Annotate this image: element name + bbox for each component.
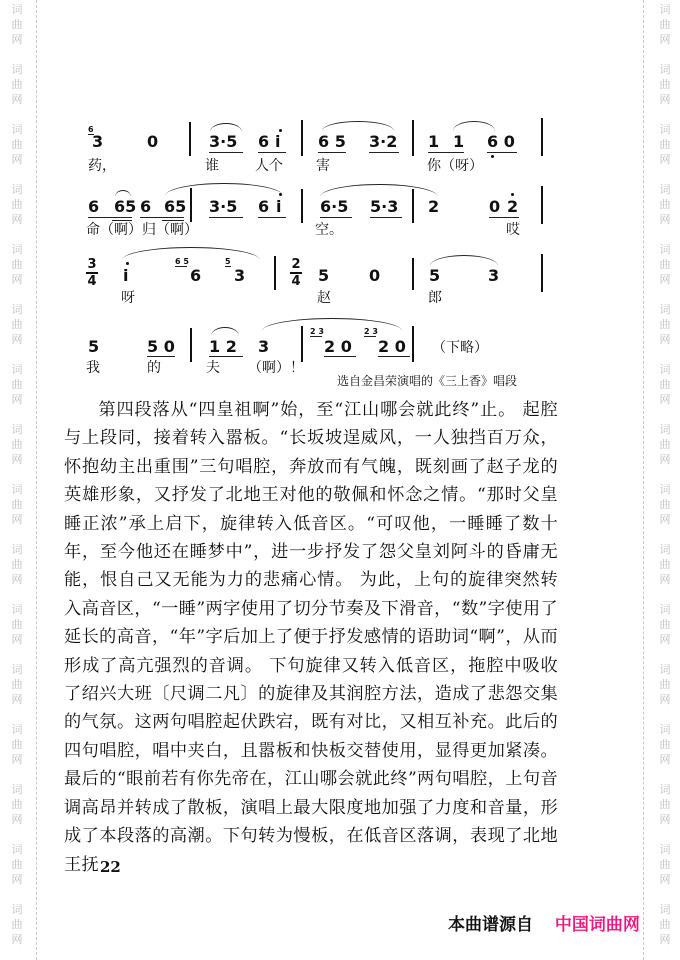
page-number: 22 [100, 858, 121, 876]
note: 2 [507, 197, 519, 216]
lyric: 害 [316, 158, 330, 174]
watermark-char: 曲 [659, 618, 671, 631]
note: 6 [140, 197, 152, 216]
high-octave-dot [279, 129, 282, 132]
watermark-char: 曲 [11, 138, 23, 151]
barline [301, 120, 303, 156]
watermark-char: 网 [11, 933, 23, 946]
time-signature [290, 258, 302, 288]
watermark-group [652, 542, 678, 587]
barline [274, 256, 276, 290]
watermark-char: 网 [11, 813, 23, 826]
lyric: 夫 [206, 360, 220, 376]
beam [320, 217, 352, 218]
watermark-char: 曲 [11, 198, 23, 211]
note: 6·5 [320, 197, 349, 216]
note: 2 0 [378, 337, 406, 356]
watermark-group [652, 662, 678, 707]
watermark-char: 词 [659, 783, 671, 796]
watermark-group [4, 662, 30, 707]
watermark-char: 词 [659, 423, 671, 436]
watermark-group [4, 602, 30, 647]
watermark-char: 网 [11, 573, 23, 586]
watermark-char: 词 [11, 3, 23, 16]
slur [453, 121, 495, 131]
beam [258, 152, 286, 153]
note: 5 0 [147, 337, 175, 356]
watermark-char: 网 [659, 513, 671, 526]
lyric: 你（呀） [427, 158, 483, 174]
watermark-group [652, 482, 678, 527]
note: 65 [164, 197, 187, 216]
watermark-char: 曲 [659, 378, 671, 391]
footer-credit [448, 910, 640, 935]
lyric: 空。 [315, 222, 343, 238]
watermark-char: 曲 [659, 858, 671, 871]
watermark-char: 曲 [11, 858, 23, 871]
watermark-char: 曲 [659, 498, 671, 511]
slur [115, 190, 131, 197]
beam [370, 217, 402, 218]
beam [112, 220, 132, 221]
barline [189, 122, 191, 156]
barline [412, 326, 414, 362]
watermark-char: 词 [11, 723, 23, 736]
watermark-char: 词 [11, 123, 23, 136]
note: 3·2 [369, 132, 398, 151]
watermark-char: 网 [659, 693, 671, 706]
watermark-char: 词 [11, 183, 23, 196]
low-octave-dot [491, 155, 494, 158]
watermark-char: 词 [11, 363, 23, 376]
beam [428, 152, 464, 153]
watermark-char: 网 [11, 273, 23, 286]
lyric: 呀 [121, 290, 135, 306]
watermark-char: 词 [659, 903, 671, 916]
watermark-char: 词 [659, 183, 671, 196]
note: 6 0 [487, 132, 515, 151]
beam [88, 217, 132, 218]
watermark-char: 词 [11, 483, 23, 496]
watermark-char: 词 [659, 363, 671, 376]
omitted-note: （下略） [432, 340, 488, 356]
note: 5 [88, 337, 100, 356]
note: 3 [488, 266, 500, 285]
ts-denominator: 4 [291, 273, 301, 289]
lyric: 哎 [506, 222, 520, 238]
lyric: 谁 [205, 158, 219, 174]
watermark-char: 曲 [11, 18, 23, 31]
watermark-char: 曲 [659, 798, 671, 811]
watermark-group [652, 602, 678, 647]
watermark-char: 词 [11, 423, 23, 436]
watermark-char: 网 [659, 453, 671, 466]
time-signature [86, 258, 98, 288]
beam [489, 217, 519, 218]
barline [301, 189, 303, 223]
watermark-group [652, 782, 678, 827]
watermark-char: 网 [11, 33, 23, 46]
note: 0 [369, 266, 381, 285]
barline [541, 186, 543, 224]
note: 3·5 [209, 132, 238, 151]
watermark-char: 曲 [659, 558, 671, 571]
grace-underline [310, 336, 322, 337]
watermark-char: 词 [11, 63, 23, 76]
note: 1 2 [209, 337, 237, 356]
source-caption: 选自金昌荣演唱的《三上香》唱段 [337, 374, 518, 388]
watermark-char: 网 [659, 633, 671, 646]
article-body [64, 396, 558, 879]
watermark-char: 词 [11, 663, 23, 676]
barline [412, 258, 414, 290]
watermark-char: 网 [11, 153, 23, 166]
grace-underline [364, 336, 376, 337]
barline [541, 254, 543, 292]
watermark-char: 曲 [11, 378, 23, 391]
barline [412, 189, 414, 223]
slur [322, 121, 394, 131]
watermark-char: 网 [659, 33, 671, 46]
watermark-char: 曲 [659, 18, 671, 31]
watermark-char: 网 [659, 333, 671, 346]
watermark-char: 曲 [659, 678, 671, 691]
barline [541, 118, 543, 156]
watermark-group [652, 422, 678, 467]
note: i [276, 197, 282, 216]
barline [301, 326, 303, 362]
high-octave-dot [511, 193, 514, 196]
grace-note: 5 [225, 257, 231, 266]
watermark-char: 网 [659, 933, 671, 946]
lyric: 命（啊）归（啊） [86, 222, 198, 238]
note: 2 [428, 197, 440, 216]
note: 65 [114, 197, 137, 216]
lyric: （啊）！ [248, 360, 304, 376]
note: 1 [428, 132, 440, 151]
watermark-char: 网 [659, 573, 671, 586]
watermark-char: 网 [11, 873, 23, 886]
watermark-char: 曲 [11, 738, 23, 751]
note: 3·5 [209, 197, 238, 216]
note: 5 [429, 266, 441, 285]
beam [162, 220, 184, 221]
watermark-char: 曲 [11, 558, 23, 571]
slur [430, 255, 498, 266]
beam [258, 217, 286, 218]
beam [209, 356, 243, 357]
slur [211, 327, 239, 336]
watermark-char: 词 [11, 843, 23, 856]
barline [190, 188, 192, 222]
lyric: 赵 [317, 290, 331, 306]
beam [324, 356, 356, 357]
watermark-char: 网 [11, 93, 23, 106]
watermark-group [652, 722, 678, 767]
slur [320, 184, 438, 197]
note: 6 [88, 197, 100, 216]
watermark-char: 曲 [659, 78, 671, 91]
watermark-group [652, 842, 678, 887]
watermark-char: 词 [11, 303, 23, 316]
note: i [275, 132, 281, 151]
note: 0 [147, 132, 159, 151]
beam [487, 152, 517, 153]
watermark-group [4, 842, 30, 887]
watermark-char: 曲 [11, 918, 23, 931]
watermark-char: 网 [659, 93, 671, 106]
watermark-char: 曲 [11, 258, 23, 271]
lyric: 药， [88, 158, 116, 174]
watermark-char: 网 [659, 873, 671, 886]
watermark-char: 词 [659, 723, 671, 736]
grace-underline [225, 266, 231, 267]
watermark-char: 曲 [659, 258, 671, 271]
watermark-char: 词 [659, 603, 671, 616]
beam [318, 152, 346, 153]
beam [209, 152, 243, 153]
ts-numerator: 2 [291, 257, 301, 272]
watermark-char: 曲 [11, 498, 23, 511]
watermark-char: 曲 [659, 738, 671, 751]
slur [165, 183, 283, 196]
watermark-char: 曲 [659, 198, 671, 211]
note: i [123, 266, 129, 285]
slur [122, 247, 260, 260]
lyric: 人个 [255, 158, 283, 174]
article-paragraph: 第四段落从“四皇祖啊”始，至“江山哪会就此终”止。 起腔与上段同，接着转入嚣板。“长坂坡逞威风，一人独挡百万众，怀抱幼主出重围”三句唱腔，奔放而有气魄，既刻画了赵子龙的英雄形象，又抒发了北地王对他的敬佩和怀念之情。“那时父皇睡正浓”承上启下，旋律转入低音区。“可叹他，一睡睡了数十年，至今他还在睡梦中”，进一步抒发了怨父皇刘阿斗的昏庸无能，恨自己又无能为力的悲痛心情。 为此，上句的旋律突然转入高音区，“一睡”两字使用了切分节奏及下滑音，“数”字使用了延长的高音，“年”字后加上了便于抒发感情的语助词“啊”，从而形成了高亢强烈的音调。 下句旋律又转入低音区，拖腔中吸收了绍兴大班〔尺调二凡〕的旋律及其润腔方法，造成了悲怨交集的气氛。这两句唱腔起伏跌宕，既有对比，又相互补充。此后的四句唱腔，唱中夹白，且嚣板和快板交替使用，显得更加紧凑。 最后的“眼前若有你先帝在，江山哪会就此终”两句唱腔，上句音调高昂并转成了散板，演唱上最大限度地加强了力度和音量，形成了本段落的高潮。下句转为慢板，在低音区落调，表现了北地王抚 [64, 400, 558, 875]
watermark-char: 网 [659, 153, 671, 166]
footer-from-label: 本曲谱源自 [448, 915, 533, 935]
note: 3 [258, 337, 270, 356]
watermark-char: 曲 [11, 78, 23, 91]
watermark-char: 曲 [659, 918, 671, 931]
grace-note: 2 3 [364, 327, 378, 336]
footer-site-link[interactable]: 中国词曲网 [554, 915, 640, 935]
grace-note: 6 [88, 125, 94, 134]
watermark-char: 网 [659, 753, 671, 766]
watermark-group [4, 782, 30, 827]
watermark-char: 词 [659, 543, 671, 556]
lyric: 我 [86, 360, 100, 376]
note: 6 5 [318, 132, 346, 151]
watermark-char: 网 [11, 393, 23, 406]
watermark-char: 曲 [659, 438, 671, 451]
watermark-char: 网 [659, 273, 671, 286]
watermark-char: 曲 [11, 618, 23, 631]
watermark-char: 网 [11, 753, 23, 766]
note: 3 [92, 132, 104, 151]
watermark-char: 词 [659, 303, 671, 316]
beam [378, 356, 410, 357]
note: 3 [234, 266, 246, 285]
lyric: 郎 [428, 290, 442, 306]
watermark-char: 曲 [11, 798, 23, 811]
watermark-char: 网 [11, 333, 23, 346]
grace-underline [175, 266, 187, 267]
watermark-char: 词 [659, 663, 671, 676]
watermark-char: 网 [11, 213, 23, 226]
watermark-char: 词 [11, 903, 23, 916]
note: 6 [258, 197, 270, 216]
beam [209, 217, 243, 218]
note: 0 [489, 197, 501, 216]
watermark-char: 网 [11, 453, 23, 466]
watermark-char: 网 [659, 393, 671, 406]
ts-denominator: 4 [87, 273, 97, 289]
barline [412, 120, 414, 156]
beam [140, 217, 184, 218]
watermark-group [4, 482, 30, 527]
watermark-char: 网 [659, 813, 671, 826]
grace-note: 6 5 [175, 257, 189, 266]
watermark-char: 曲 [11, 678, 23, 691]
watermark-char: 曲 [659, 138, 671, 151]
high-octave-dot [126, 262, 129, 265]
watermark-char: 网 [11, 633, 23, 646]
watermark-char: 词 [659, 123, 671, 136]
watermark-char: 词 [659, 843, 671, 856]
watermark-char: 词 [659, 3, 671, 16]
watermark-group [4, 722, 30, 767]
note: 6 [190, 266, 202, 285]
watermark-char: 词 [11, 243, 23, 256]
watermark-char: 网 [659, 213, 671, 226]
note: 6 [258, 132, 270, 151]
watermark-group [4, 542, 30, 587]
watermark-char: 网 [11, 513, 23, 526]
note: 5 [318, 266, 330, 285]
note: 5·3 [370, 197, 399, 216]
watermark-char: 词 [11, 783, 23, 796]
note: 2 0 [324, 337, 352, 356]
beam [147, 356, 175, 357]
watermark-char: 网 [11, 693, 23, 706]
watermark-char: 词 [659, 63, 671, 76]
watermark-char: 词 [11, 543, 23, 556]
watermark-group [4, 422, 30, 467]
slur [210, 123, 242, 132]
grace-note: 2 3 [310, 327, 324, 336]
beam [369, 152, 399, 153]
note: 1 [453, 132, 465, 151]
watermark-group [4, 902, 30, 947]
watermark-char: 曲 [11, 438, 23, 451]
watermark-char: 曲 [11, 318, 23, 331]
watermark-char: 曲 [659, 318, 671, 331]
ts-numerator: 3 [87, 257, 97, 272]
high-octave-dot [279, 193, 282, 196]
lyric: 的 [147, 360, 161, 376]
slur [262, 318, 402, 331]
barline [190, 328, 192, 362]
jianpu-score [0, 0, 680, 400]
watermark-group [652, 902, 678, 947]
watermark-char: 词 [659, 243, 671, 256]
watermark-char: 词 [11, 603, 23, 616]
watermark-char: 词 [659, 483, 671, 496]
